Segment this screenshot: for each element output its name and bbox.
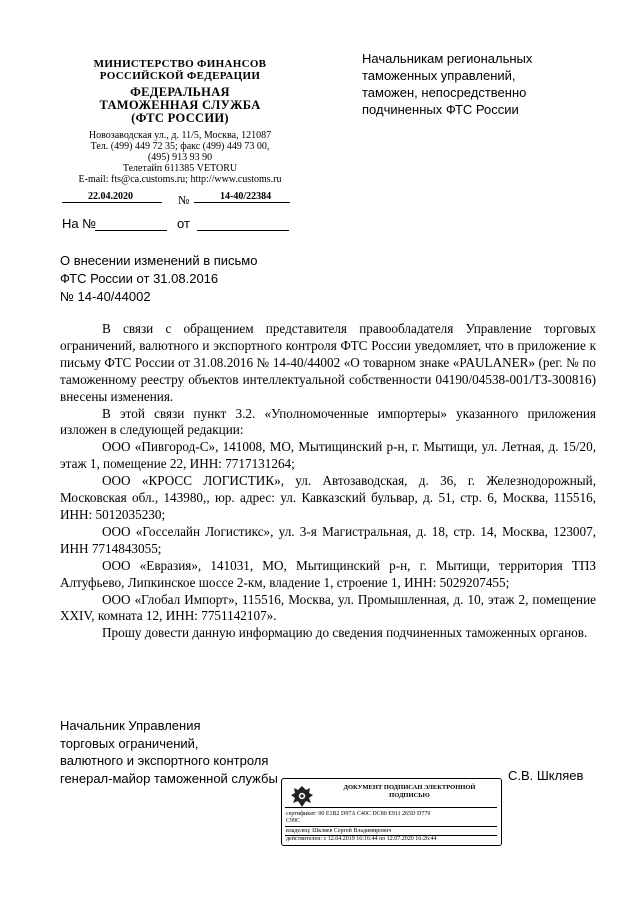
signatory-line-3: валютного и экспортного контроля bbox=[60, 753, 269, 768]
address-line-2: Тел. (499) 449 72 35; факс (499) 449 73 00, bbox=[90, 141, 270, 152]
from-label: от bbox=[177, 216, 190, 231]
signatory-name: С.В. Шкляев bbox=[508, 768, 584, 783]
ref-date-blank bbox=[197, 230, 289, 231]
e-signature-stamp bbox=[281, 778, 502, 846]
ministry-line-1: МИНИСТЕРСТВО ФИНАНСОВ bbox=[93, 58, 267, 70]
service-line-2: ТАМОЖЕННАЯ СЛУЖБА bbox=[99, 98, 261, 112]
stamp-title-line-1: ДОКУМЕНТ ПОДПИСАН ЭЛЕКТРОННОЙ bbox=[343, 784, 476, 791]
signatory-line-1: Начальник Управления bbox=[60, 718, 201, 733]
ministry-name bbox=[60, 58, 300, 82]
address-line-5: E-mail: fts@ca.customs.ru; http://www.customs.ru bbox=[78, 174, 282, 185]
body-paragraph-4: ООО «КРОСС ЛОГИСТИК», ул. Автозаводская, д. 36, г. Железнодорожный, Московская обл., 143980,, юр. адрес: ул. Кавказский бульвар, д. 51, стр. 6, Москва, 115516, ИНН: 5012035230; bbox=[60, 473, 596, 522]
stamp-title-line-2: ПОДПИСЬЮ bbox=[389, 792, 430, 799]
ref-number-blank bbox=[95, 230, 167, 231]
document-date: 22.04.2020 bbox=[62, 191, 162, 203]
addressee-line-1: Начальникам региональных bbox=[362, 51, 533, 66]
contact-block bbox=[60, 130, 300, 185]
addressee-line-2: таможенных управлений, bbox=[362, 68, 516, 83]
subject-line-3: № 14-40/44002 bbox=[60, 289, 151, 304]
stamp-title bbox=[322, 784, 497, 800]
address-line-1: Новозаводская ул., д. 11/5, Москва, 121087 bbox=[88, 130, 272, 141]
stamp-owner: владелец: Шкляев Сергей Владимирович bbox=[286, 828, 392, 834]
stamp-divider bbox=[285, 807, 497, 808]
address-line-4: Телетайп 611385 VETORU bbox=[122, 163, 238, 174]
stamp-validity: действителен: с 12.04.2019 16:16:44 по 12.07.2020 16:26:44 bbox=[286, 836, 437, 842]
letter-body bbox=[60, 321, 596, 642]
service-line-1: ФЕДЕРАЛЬНАЯ bbox=[130, 85, 230, 99]
addressee bbox=[362, 50, 602, 118]
body-paragraph-6: ООО «Евразия», 141031, МО, Мытищинский р-н, г. Мытищи, территория ТПЗ Алтуфьево, Липкинское шоссе 2-км, владение 1, строение 1, ИНН: 5029207455; bbox=[60, 557, 596, 590]
body-paragraph-5: ООО «Госселайн Логистикс», ул. 3-я Магистральная, д. 18, стр. 14, Москва, 123007, ИНН 7714843055; bbox=[60, 523, 596, 556]
signatory-line-2: торговых ограничений, bbox=[60, 735, 199, 751]
signatory-title bbox=[60, 717, 278, 787]
stamp-divider bbox=[285, 826, 497, 827]
ministry-line-2: РОССИЙСКОЙ ФЕДЕРАЦИИ bbox=[99, 70, 261, 82]
document-number: 14-40/22384 bbox=[194, 191, 290, 203]
subject bbox=[60, 252, 257, 306]
addressee-line-4: подчиненных ФТС России bbox=[362, 102, 519, 117]
signatory-line-4: генерал-майор таможенной службы bbox=[60, 770, 278, 786]
body-paragraph-1: В связи с обращением представителя правообладателя Управление торговых ограничений, валютного и экспортного контроля ФТС России уведомляет, что в приложение к письму ФТС России от 31.08.2016 № 14-40/44002 «О товарном знаке «PAULANER» (рег. № по таможенному реестру объектов интеллектуальной собственности 04190/04538-001/ТЗ-300816) внесены изменения. bbox=[60, 321, 596, 404]
stamp-certificate-tail: C99C bbox=[286, 818, 301, 824]
body-paragraph-8: Прошу довести данную информацию до сведения подчиненных таможенных органов. bbox=[102, 625, 588, 641]
body-paragraph-7: ООО «Глобал Импорт», 115516, Москва, ул. Промышленная, д. 10, этаж 2, помещение XXIV, комната 12, ИНН: 7751142107». bbox=[60, 591, 596, 624]
subject-line-1: О внесении изменений в письмо bbox=[60, 253, 258, 268]
address-line-3: (495) 913 93 90 bbox=[147, 152, 213, 163]
number-sign: № bbox=[178, 193, 190, 207]
stamp-certificate: сертификат: 00 E1B2 D97A C40C DC80 E911 265D D779 bbox=[286, 811, 431, 817]
service-line-3: (ФТС РОССИИ) bbox=[131, 111, 229, 125]
ref-label: На № bbox=[62, 216, 97, 231]
addressee-line-3: таможен, непосредственно bbox=[362, 85, 527, 100]
service-name bbox=[60, 86, 300, 125]
subject-line-2: ФТС России от 31.08.2016 bbox=[60, 271, 219, 286]
body-paragraph-2: В этой связи пункт 3.2. «Уполномоченные импортеры» указанного приложения изложен в следующей редакции: bbox=[60, 405, 596, 438]
body-paragraph-3: ООО «Пивгород-С», 141008, МО, Мытищинский р-н, г. Мытищи, ул. Летная, д. 15/20, этаж 1, помещение 22, ИНН: 7717131264; bbox=[60, 439, 596, 472]
